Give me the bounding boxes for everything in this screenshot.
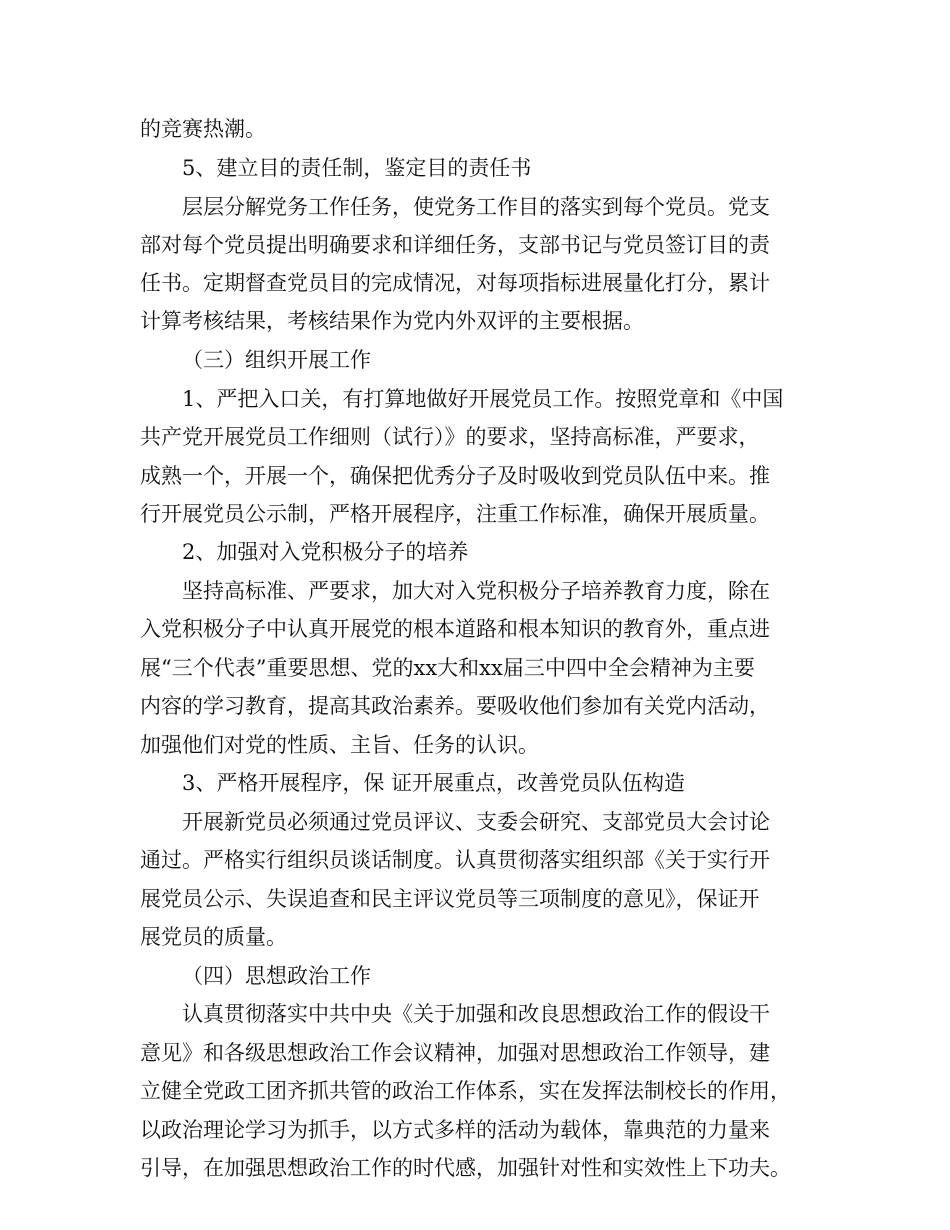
text-line: 成熟一个，开展一个，确保把优秀分子及时吸收到党员队伍中来。推 (140, 464, 770, 488)
text-line: 展党员的质量。 (140, 925, 287, 949)
text-line: 部对每个党员提出明确要求和详细任务，支部书记与党员签订目的责 (140, 233, 770, 257)
text-line: 引导，在加强思想政治工作的时代感，加强针对性和实效性上下功夫。 (140, 1156, 791, 1180)
text-line: 开展新党员必须通过党员评议、支委会研究、支部党员大会讨论 (182, 810, 770, 834)
section-heading: 3、严格开展程序，保 证开展重点，改善党员队伍构造 (182, 771, 686, 795)
section-heading: 2、加强对入党积极分子的培养 (182, 540, 469, 564)
text-line: 展党员公示、失误追查和民主评议党员等三项制度的意见》，保证开 (140, 887, 760, 911)
text-line: 的竞赛热潮。 (140, 117, 266, 141)
section-heading: （四）思想政治工作 (182, 964, 371, 988)
text-line: 内容的学习教育，提高其政治素养。要吸收他们参加有关党内活动， (140, 694, 770, 718)
text-line: 认真贯彻落实中共中央《关于加强和改良思想政治工作的假设干 (182, 1002, 770, 1026)
text-line: 计算考核结果，考核结果作为党内外双评的主要根据。 (140, 309, 644, 333)
text-line: 立健全党政工团齐抓共管的政治工作体系，实在发挥法制校长的作用， (140, 1079, 791, 1103)
text-line: 展“三个代表”重要思想、党的xx大和xx届三中四中全会精神为主要 (140, 656, 755, 680)
section-heading: 5、建立目的责任制，鉴定目的责任书 (182, 156, 532, 180)
text-line: 行开展党员公示制，严格开展程序，注重工作标准，确保开展质量。 (140, 502, 770, 526)
text-line: 1、严把入口关，有打算地做好开展党员工作。按照党章和《中国 (182, 387, 784, 411)
text-line: 入党积极分子中认真开展党的根本道路和根本知识的教育外，重点进 (140, 617, 770, 641)
text-line: 层层分解党务工作任务，使党务工作目的落实到每个党员。党支 (182, 195, 770, 219)
text-line: 以政治理论学习为抓手，以方式多样的活动为载体，靠典范的力量来 (140, 1118, 770, 1142)
text-line: 通过。严格实行组织员谈话制度。认真贯彻落实组织部《关于实行开 (140, 848, 770, 872)
text-line: 坚持高标准、严要求，加大对入党积极分子培养教育力度，除在 (182, 579, 770, 603)
text-line: 意见》和各级思想政治工作会议精神，加强对思想政治工作领导，建 (140, 1041, 770, 1065)
section-heading: （三）组织开展工作 (182, 348, 371, 372)
text-line: 任书。定期督查党员目的完成情况，对每项指标进展量化打分，累计 (140, 271, 770, 295)
text-line: 共产党开展党员工作细则（试行）》的要求，坚持高标准，严要求， (140, 425, 760, 449)
text-line: 加强他们对党的性质、主旨、任务的认识。 (140, 733, 539, 757)
